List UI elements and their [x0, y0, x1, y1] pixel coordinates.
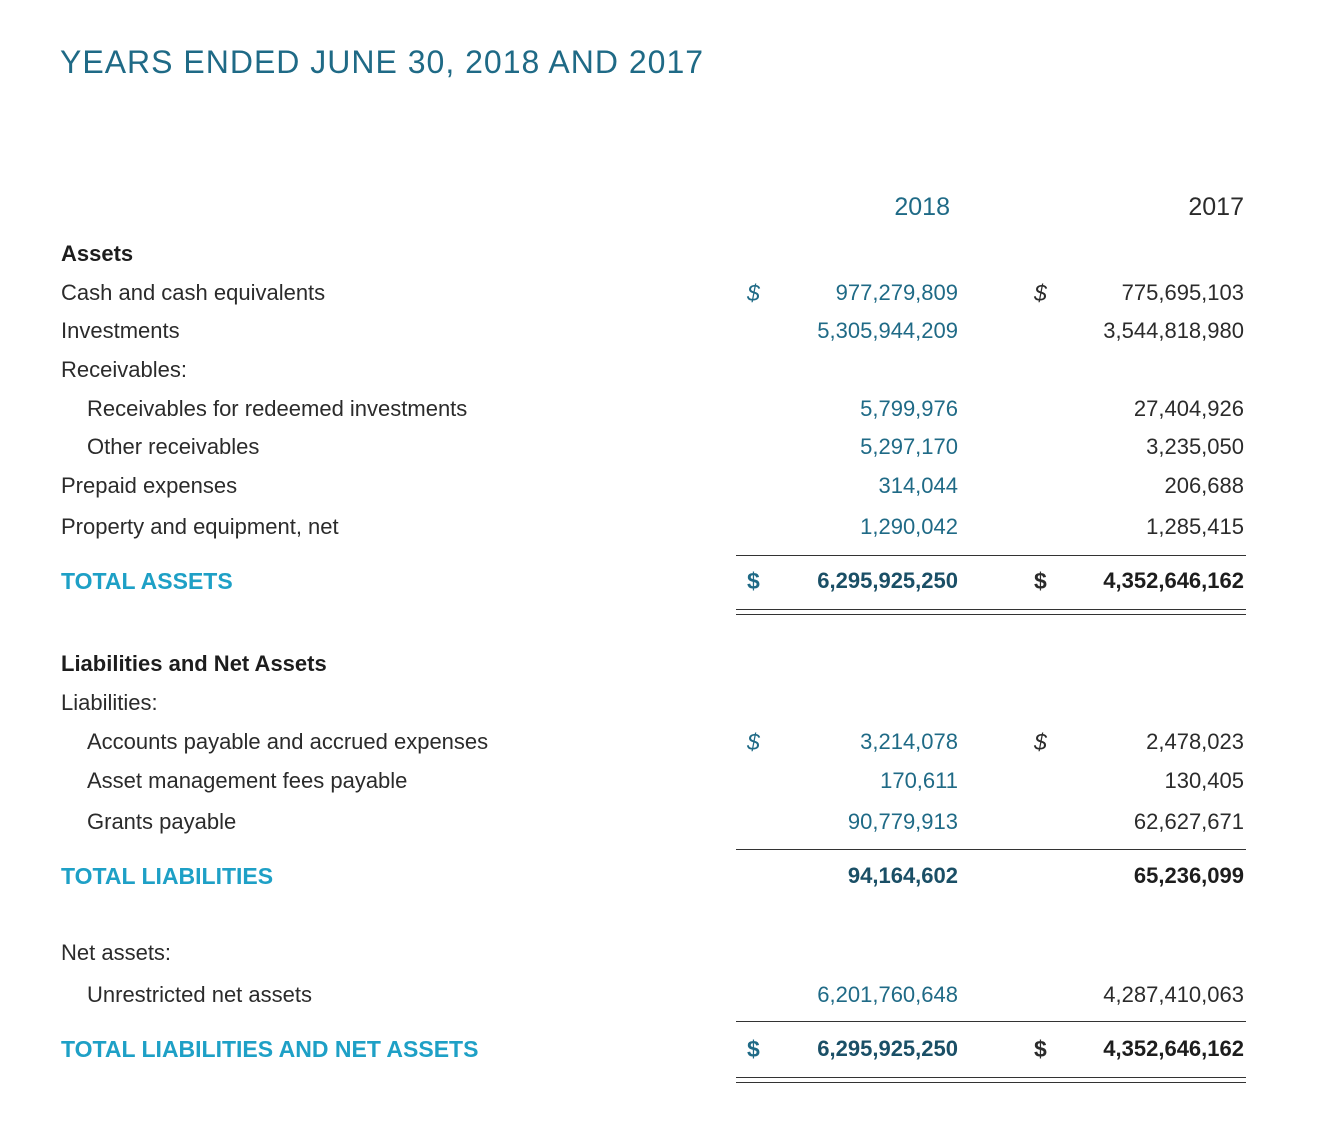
value-2018: 977,279,809	[835, 280, 958, 305]
value-2018: 1,290,042	[860, 514, 958, 539]
value-2017: 3,235,050	[1146, 434, 1244, 459]
table-row	[0, 280, 1340, 310]
total-liabilities-label: TOTAL LIABILITIES	[61, 863, 274, 889]
value-2017: 206,688	[1164, 473, 1244, 498]
value-2017: 4,352,646,162	[1103, 1036, 1244, 1061]
row-label: Investments	[61, 318, 180, 343]
statement-title: YEARS ENDED JUNE 30, 2018 AND 2017	[60, 44, 705, 80]
table-row	[0, 768, 1340, 798]
table-row	[0, 729, 1340, 759]
value-2017: 4,352,646,162	[1103, 568, 1244, 593]
currency-symbol: $	[747, 568, 760, 594]
value-2018: 5,305,944,209	[817, 318, 958, 343]
value-2017: 65,236,099	[1133, 863, 1244, 888]
row-label: Other receivables	[87, 434, 260, 459]
row-label: Unrestricted net assets	[87, 982, 312, 1007]
section-heading-row	[0, 651, 1340, 681]
value-2018: 90,779,913	[847, 809, 958, 834]
table-row	[0, 690, 1340, 720]
row-label: Prepaid expenses	[61, 473, 238, 498]
receivables-heading: Receivables:	[61, 357, 187, 382]
table-row	[0, 318, 1340, 348]
value-2018: 170,611	[880, 768, 958, 793]
total-liabilities-net-assets-label: TOTAL LIABILITIES AND NET ASSETS	[61, 1036, 479, 1062]
column-header-2018: 2018	[894, 193, 950, 221]
total-assets-label: TOTAL ASSETS	[61, 568, 233, 594]
value-2017: 62,627,671	[1133, 809, 1244, 834]
value-2017: 27,404,926	[1133, 396, 1244, 421]
value-2017: 775,695,103	[1121, 280, 1244, 305]
row-label: Accounts payable and accrued expenses	[87, 729, 489, 754]
total-double-rule	[736, 609, 1246, 615]
column-header-2017: 2017	[1188, 193, 1244, 221]
value-2018: 3,214,078	[860, 729, 958, 754]
subtotal-rule	[736, 849, 1246, 850]
row-label: Asset management fees payable	[87, 768, 408, 793]
total-row	[0, 863, 1340, 893]
table-row	[0, 514, 1340, 544]
currency-symbol: $	[747, 280, 760, 306]
table-row	[0, 357, 1340, 387]
currency-symbol: $	[1034, 729, 1047, 755]
net-assets-heading: Net assets:	[61, 940, 172, 965]
table-row	[0, 434, 1340, 464]
table-row	[0, 982, 1340, 1012]
total-row	[0, 1036, 1340, 1066]
total-row	[0, 568, 1340, 598]
currency-symbol: $	[747, 729, 760, 755]
table-row	[0, 473, 1340, 503]
value-2017: 1,285,415	[1146, 514, 1244, 539]
row-label: Property and equipment, net	[61, 514, 339, 539]
currency-symbol: $	[1034, 1036, 1047, 1062]
liabilities-heading: Liabilities and Net Assets	[61, 651, 327, 676]
table-row	[0, 940, 1340, 970]
value-2018: 6,201,760,648	[817, 982, 958, 1007]
value-2018: 6,295,925,250	[817, 568, 958, 593]
value-2018: 5,799,976	[860, 396, 958, 421]
value-2018: 314,044	[878, 473, 958, 498]
value-2017: 3,544,818,980	[1103, 318, 1244, 343]
subtotal-rule	[736, 1021, 1246, 1022]
value-2017: 130,405	[1164, 768, 1244, 793]
currency-symbol: $	[747, 1036, 760, 1062]
assets-heading: Assets	[61, 241, 134, 266]
subtotal-rule	[736, 555, 1246, 556]
section-heading-row	[0, 241, 1340, 271]
total-double-rule	[736, 1077, 1246, 1083]
table-row	[0, 396, 1340, 426]
currency-symbol: $	[1034, 568, 1047, 594]
value-2017: 4,287,410,063	[1103, 982, 1244, 1007]
row-label: Grants payable	[87, 809, 237, 834]
row-label: Cash and cash equivalents	[61, 280, 326, 305]
value-2018: 5,297,170	[860, 434, 958, 459]
row-label: Receivables for redeemed investments	[87, 396, 468, 421]
liabilities-subheading: Liabilities:	[61, 690, 158, 715]
value-2017: 2,478,023	[1146, 729, 1244, 754]
value-2018: 94,164,602	[847, 863, 958, 888]
table-row	[0, 809, 1340, 839]
value-2018: 6,295,925,250	[817, 1036, 958, 1061]
currency-symbol: $	[1034, 280, 1047, 306]
